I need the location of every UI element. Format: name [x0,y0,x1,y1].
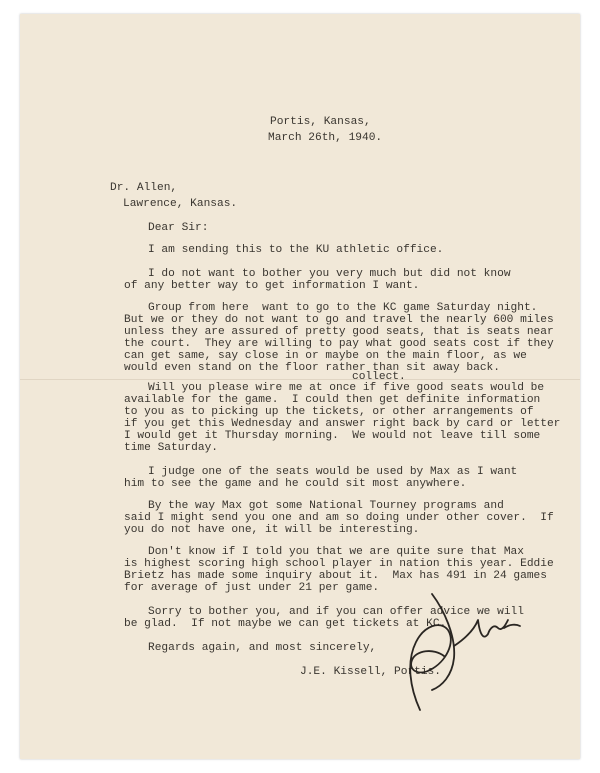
paragraph-6-line: you do not have one, it will be interesting. [124,524,420,536]
paragraph-8-line: Sorry to bother you, and if you can offer advice we will [148,606,524,618]
paragraph-3-line: But we or they do not want to go and travel the nearly 600 miles [124,314,554,326]
closing-line: Regards again, and most sincerely, [148,642,377,654]
paragraph-3-line: the court. They are willing to pay what good seats cost if they [124,338,554,350]
paragraph-7-line: Brietz has made some inquiry about it. Max has 491 in 24 games [124,570,547,582]
paragraph-1-line: I am sending this to the KU athletic office. [148,244,444,256]
paragraph-6-line: said I might send you one and am so doing under other cover. If [124,512,554,524]
paragraph-7-line: for average of just under 21 per game. [124,582,380,594]
typed-signature: J.E. Kissell, Portis. [300,666,441,678]
salutation: Dear Sir: [148,222,209,234]
paragraph-3-line: Group from here want to go to the KC game Saturday night. [148,302,538,314]
paragraph-4-line: to you as to picking up the tickets, or other arrangements of [124,406,534,418]
paragraph-5-line: him to see the game and he could sit most anywhere. [124,478,467,490]
handwritten-signature [370,590,530,720]
paragraph-7-line: Don't know if I told you that we are quite sure that Max [148,546,524,558]
paragraph-4-line: available for the game. I could then get definite information [124,394,541,406]
place-line: Portis, Kansas, [270,116,371,128]
paragraph-3-line: unless they are assured of pretty good seats, that is seats near [124,326,554,338]
paragraph-4-line: Will you please wire me at once if five good seats would be [148,382,545,394]
recipient-name: Dr. Allen, [110,182,178,194]
paragraph-4-line: time Saturday. [124,442,218,454]
date-line: March 26th, 1940. [268,132,383,144]
paragraph-7-line: is highest scoring high school player in nation this year. Eddie [124,558,554,570]
fold-crease [20,379,580,380]
paragraph-4-line: if you get this Wednesday and answer right back by card or letter [124,418,561,430]
paragraph-3-line: would even stand on the floor rather than sit away back. [124,362,500,374]
paragraph-6-line: By the way Max got some National Tourney programs and [148,500,504,512]
paragraph-3-line: can get same, say close in or maybe on the main floor, as we [124,350,527,362]
recipient-city: Lawrence, Kansas. [123,198,238,210]
insert-word: collect. [352,371,406,383]
paragraph-2-line: I do not want to bother you very much but did not know [148,268,511,280]
paragraph-2-line: of any better way to get information I want. [124,280,420,292]
paragraph-4-line: I would get it Thursday morning. We would not leave till some [124,430,541,442]
paragraph-8-line: be glad. If not maybe we can get tickets at KC. [124,618,447,630]
paragraph-5-line: I judge one of the seats would be used by Max as I want [148,466,518,478]
